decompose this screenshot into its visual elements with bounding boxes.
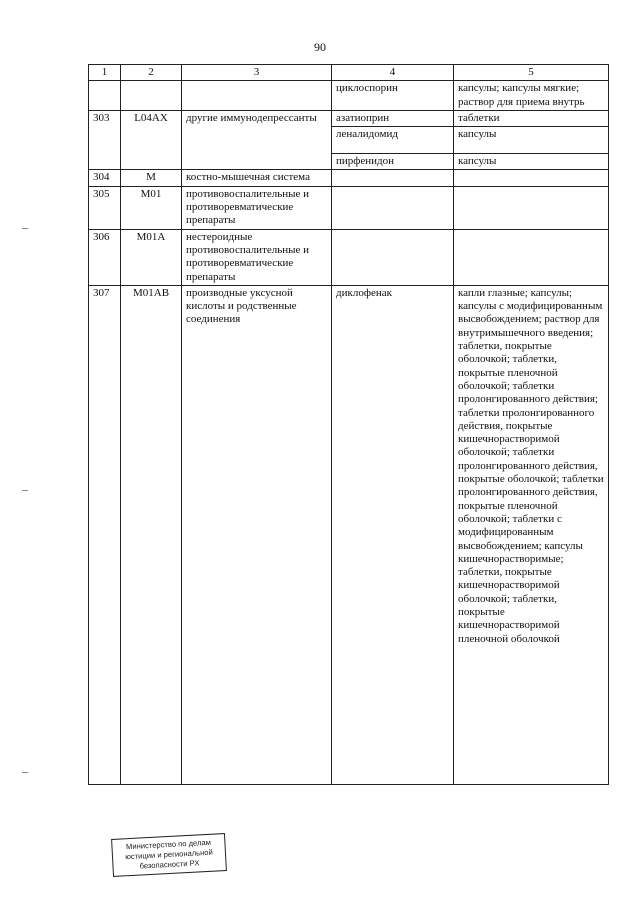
dosage-forms: таблетки [454, 110, 609, 126]
row-number: 305 [89, 186, 121, 229]
table-row [89, 110, 609, 126]
header-col-4: 4 [332, 65, 454, 81]
stamp-line: юстиции и региональной [124, 847, 213, 862]
row-number: 307 [89, 285, 121, 784]
drug-name: пирфенидон [332, 154, 454, 170]
margin-mark [22, 772, 28, 773]
table-row [89, 229, 609, 285]
header-col-1: 1 [89, 65, 121, 81]
dosage-forms: капсулы [454, 154, 609, 170]
header-row [89, 65, 609, 81]
pharm-group: противовоспалительные и противоревматические препараты [182, 186, 332, 229]
drug-name: азатиоприн [332, 110, 454, 126]
dosage-forms: капли глазные; капсулы; капсулы с модифицированным высвобождением; раствор для внутримышечного введения; таблетки, покрытые оболочкой; таблетки, покрытые пленочной оболочкой; таблетки пролонгированного действия; таблетки пролонгированного действия, покрытые кишечнорастворимой оболочкой; таблетки пролонгированного действия, покрытые оболочкой; таблетки пролонгированного действия, покрытые пленочной оболочкой; таблетки с модифицированным высвобождением; капсулы кишечнорастворимые; таблетки, покрытые кишечнорастворимой оболочкой; таблетки, покрытые кишечнорастворимой пленочной оболочкой [454, 285, 609, 784]
dosage-forms [454, 170, 609, 186]
drug-name: леналидомид [332, 127, 454, 154]
header-col-3: 3 [182, 65, 332, 81]
ministry-stamp [111, 833, 227, 877]
pharm-group: нестероидные противовоспалительные и противоревматические препараты [182, 229, 332, 285]
pharm-group [182, 81, 332, 111]
header-col-5: 5 [454, 65, 609, 81]
row-number: 304 [89, 170, 121, 186]
atc-code: M01A [121, 229, 182, 285]
dosage-forms [454, 186, 609, 229]
drug-name: диклофенак [332, 285, 454, 784]
atc-code: M01AB [121, 285, 182, 784]
atc-code [121, 81, 182, 111]
row-number: 303 [89, 110, 121, 170]
pharm-group: костно-мышечная система [182, 170, 332, 186]
drug-name [332, 170, 454, 186]
table-row [89, 285, 609, 784]
margin-mark [22, 490, 28, 491]
drug-name [332, 186, 454, 229]
margin-mark [22, 228, 28, 229]
dosage-forms: капсулы [454, 127, 609, 154]
page-number: 90 [314, 40, 326, 54]
table-row [89, 186, 609, 229]
atc-code: M01 [121, 186, 182, 229]
pharm-group: производные уксусной кислоты и родственные соединения [182, 285, 332, 784]
atc-code: M [121, 170, 182, 186]
medication-table [88, 64, 609, 785]
stamp-line: безопасности РХ [139, 858, 200, 871]
dosage-forms: капсулы; капсулы мягкие; раствор для приема внутрь [454, 81, 609, 111]
table-row [89, 170, 609, 186]
row-number: 306 [89, 229, 121, 285]
row-number [89, 81, 121, 111]
pharm-group: другие иммунодепрессанты [182, 110, 332, 170]
dosage-forms [454, 229, 609, 285]
table-row [89, 81, 609, 111]
drug-name [332, 229, 454, 285]
header-col-2: 2 [121, 65, 182, 81]
stamp-line: Министерство по делам [125, 837, 212, 852]
atc-code: L04AX [121, 110, 182, 170]
drug-name: циклоспорин [332, 81, 454, 111]
